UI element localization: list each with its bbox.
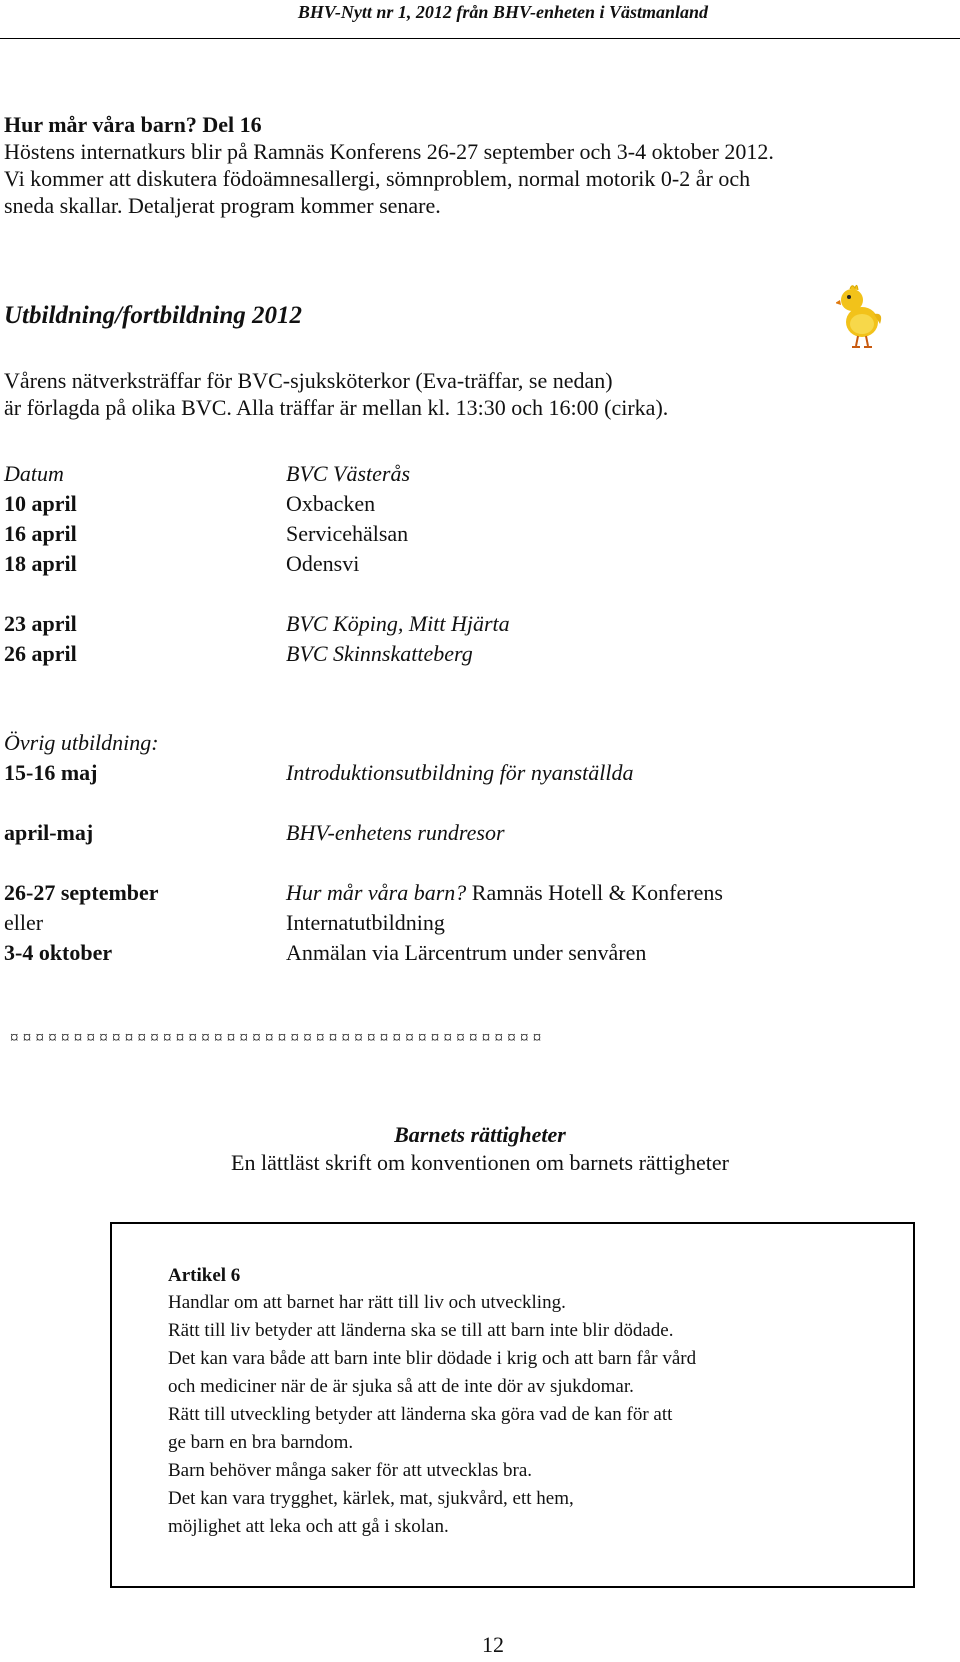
article-line: Rätt till liv betyder att länderna ska se till att barn inte blir dödade. — [168, 1320, 674, 1341]
other-text: BHV-enhetens rundresor — [286, 820, 505, 845]
article-line: Det kan vara både att barn inte blir dödade i krig och att barn får vård — [168, 1348, 697, 1369]
other-label: Övrig utbildning: — [4, 730, 159, 755]
other-text: Anmälan via Lärcentrum under senvåren — [286, 940, 647, 965]
other-text-row — [286, 879, 723, 907]
article-title: Artikel 6 — [168, 1265, 241, 1286]
article-line: möjlighet att leka och att gå i skolan. — [168, 1516, 449, 1537]
other-text: Ramnäs Hotell & Konferens — [466, 880, 723, 905]
intro-line: sneda skallar. Detaljerat program kommer senare. — [4, 193, 441, 218]
schedule-date: 26 april — [4, 641, 77, 666]
schedule-place: Odensvi — [286, 551, 360, 576]
schedule-date: 23 april — [4, 611, 77, 636]
intro-line: Vi kommer att diskutera födoämnesallergi, sömnproblem, normal motorik 0-2 år och — [4, 166, 751, 191]
header-rule — [0, 38, 960, 39]
article-line: Barn behöver många saker för att utvecklas bra. — [168, 1460, 533, 1481]
schedule-date: 16 april — [4, 521, 77, 546]
chick-icon — [836, 282, 886, 350]
schedule-date: 18 april — [4, 551, 77, 576]
article-line: och mediciner när de är sjuka så att de inte dör av sjukdomar. — [168, 1376, 634, 1397]
schedule-date: 10 april — [4, 491, 77, 516]
intro-line: Höstens internatkurs blir på Ramnäs Konferens 26-27 september och 3-4 oktober 2012. — [4, 139, 774, 164]
other-text: Internatutbildning — [286, 910, 445, 935]
intro-heading: Hur mår våra barn? Del 16 — [4, 112, 262, 137]
decorative-divider: ¤ ¤ ¤ ¤ ¤ ¤ ¤ ¤ ¤ ¤ ¤ ¤ ¤ ¤ ¤ ¤ ¤ ¤ ¤ ¤ ¤ ¤ ¤ ¤ ¤ ¤ ¤ ¤ ¤ ¤ ¤ ¤ ¤ ¤ ¤ ¤ ¤ ¤ ¤ ¤ ¤ ¤ — [10, 1028, 542, 1047]
section-line: är förlagda på olika BVC. Alla träffar är mellan kl. 13:30 och 16:00 (cirka). — [4, 395, 669, 420]
schedule-place: BVC Skinnskatteberg — [286, 641, 473, 666]
rights-subtitle: En lättläst skrift om konventionen om barnets rättigheter — [231, 1150, 729, 1175]
section-line: Vårens nätverksträffar för BVC-sjuksköterkor (Eva-träffar, se nedan) — [4, 368, 613, 393]
schedule-place: Servicehälsan — [286, 521, 409, 546]
page-number: 12 — [482, 1632, 504, 1657]
article-line: ge barn en bra barndom. — [168, 1432, 354, 1453]
schedule-header-date: Datum — [4, 461, 64, 486]
article-line: Det kan vara trygghet, kärlek, mat, sjukvård, ett hem, — [168, 1488, 574, 1509]
page-header: BHV-Nytt nr 1, 2012 från BHV-enheten i Västmanland — [297, 2, 708, 22]
other-text-italic: Hur mår våra barn? — [286, 880, 467, 905]
other-date: 3-4 oktober — [4, 940, 113, 965]
other-date: april-maj — [4, 820, 94, 845]
article-line: Handlar om att barnet har rätt till liv och utveckling. — [168, 1292, 566, 1313]
other-date: eller — [4, 910, 44, 935]
other-text: Introduktionsutbildning för nyanställda — [286, 760, 634, 785]
schedule-place: BVC Köping, Mitt Hjärta — [286, 611, 510, 636]
schedule-header-place: BVC Västerås — [286, 461, 411, 486]
other-date: 26-27 september — [4, 880, 159, 905]
rights-title: Barnets rättigheter — [394, 1122, 566, 1147]
schedule-place: Oxbacken — [286, 491, 376, 516]
other-date: 15-16 maj — [4, 760, 98, 785]
article-line: Rätt till utveckling betyder att länderna ska göra vad de kan för att — [168, 1404, 673, 1425]
section-title: Utbildning/fortbildning 2012 — [4, 302, 302, 329]
